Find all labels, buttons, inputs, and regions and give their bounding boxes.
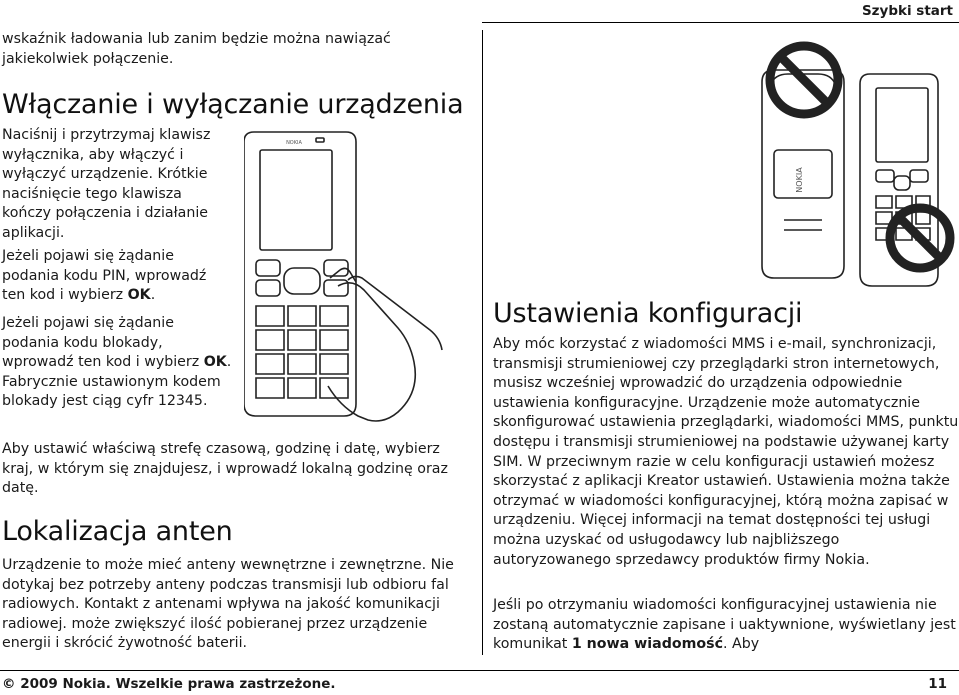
phone-power-key-illustration — [244, 128, 474, 438]
power-paragraph-4: Aby ustawić właściwą strefę czasową, godzinę i datę, wybierz kraj, w którym się znajdujesz, i wprowadź lokalną godzinę oraz datę. — [2, 441, 448, 497]
power-paragraph-3: Jeżeli pojawi się żądanie podania kodu blokady, wprowadź ten kod i wybierz OK. Fabrycznie ustawionym kodem blokady jest ciąg cyfr 12345. — [2, 315, 232, 410]
phone-logo: NOKIA — [286, 140, 302, 146]
back-phone-logo: NOKIA — [795, 167, 804, 193]
section-label: Szybki start — [861, 3, 953, 19]
antenna-paragraph: Urządzenie to może mieć anteny wewnętrzne i zewnętrzne. Nie dotykaj bez potrzeby anteny podczas transmisji lub odbioru fal radiowych. Kontakt z antenami wpływa na jakość komunikacji radiowej. może zwiększyć ilość pobieranej przez urządzenie energii i skrócić żywotność baterii. — [2, 557, 454, 652]
header-rule — [482, 22, 959, 23]
config-paragraph-2: Jeśli po otrzymaniu wiadomości konfiguracyjnej ustawienia nie zostaną automatycznie zapisane i uaktywnione, wyświetlany jest komunikat 1 nowa wiadomość. Aby — [493, 597, 956, 653]
column-divider — [482, 30, 483, 655]
power-paragraph-1: Naciśnij i przytrzymaj klawisz wyłącznika, aby włączyć i wyłączyć urządzenie. Krótkie naciśnięcie tego klawisza kończy połączenia i działanie aplikacji. — [2, 127, 211, 241]
config-heading: Ustawienia konfiguracji — [493, 298, 803, 329]
power-paragraph-2: Jeżeli pojawi się żądanie podania kodu PIN, wprowadź ten kod i wybierz OK. — [2, 248, 207, 304]
page-number: 11 — [928, 676, 947, 692]
intro-text: wskaźnik ładowania lub zanim będzie można nawiązać jakiekolwiek połączenie. — [2, 31, 391, 67]
antenna-warning-illustration — [744, 30, 959, 295]
copyright: © 2009 Nokia. Wszelkie prawa zastrzeżone. — [2, 676, 336, 692]
antenna-heading: Lokalizacja anten — [2, 516, 233, 547]
power-heading: Włączanie i wyłączanie urządzenia — [2, 89, 464, 120]
footer-rule — [0, 670, 959, 671]
config-paragraph-1: Aby móc korzystać z wiadomości MMS i e-mail, synchronizacji, transmisji strumieniowej czy przeglądarki stron internetowych, musisz wcześniej wprowadzić do urządzenia odpowiednie ustawienia konfiguracyjne. Urządzenie może automatycznie skonfigurować ustawienia przeglądarki, wiadomości MMS, punktu dostępu i transmisji strumieniowej na podstawie używanej karty SIM. W przeciwnym razie w celu konfiguracji ustawień możesz skorzystać z aplikacji Kreator ustawień. Ustawienia można także otrzymać w wiadomości konfiguracyjnej, którą można zapisać w urządzeniu. Więcej informacji na temat dostępności tej usługi można uzyskać od usługodawcy lub najbliższego autoryzowanego sprzedawcy produktów firmy Nokia. — [493, 336, 959, 568]
